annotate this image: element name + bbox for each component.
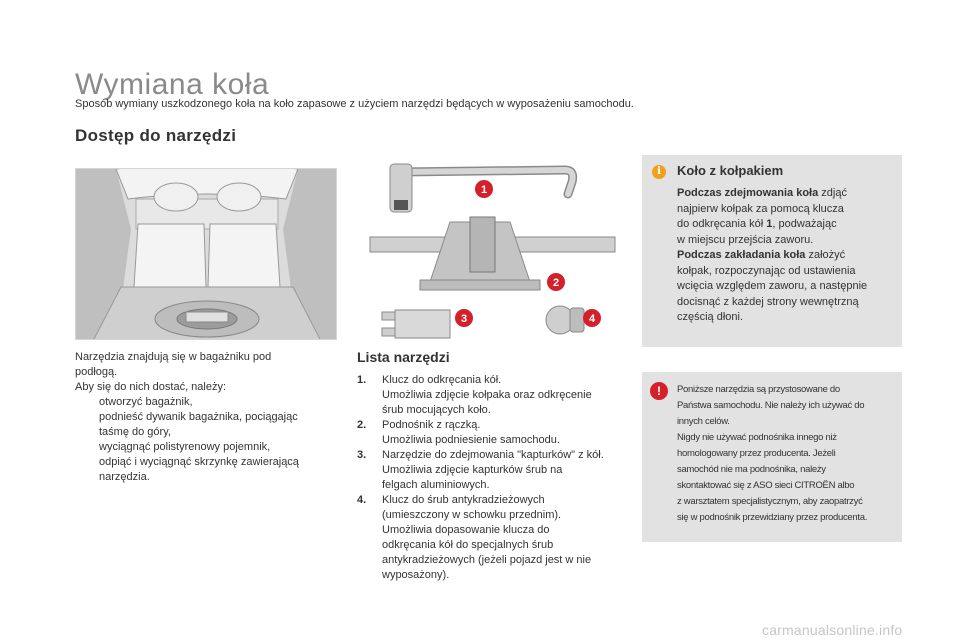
info-line: docisnąć z każdej strony wewnętrzną xyxy=(677,295,859,308)
list-item-line: Umożliwia podniesienie samochodu. xyxy=(382,434,560,446)
info-text: , podważając xyxy=(772,218,837,230)
list-item-line: felgach aluminiowych. xyxy=(382,479,490,491)
info-text: założyć xyxy=(805,249,846,261)
tools-list-heading: Lista narzędzi xyxy=(357,349,450,365)
info-text: zdjąć xyxy=(818,187,847,199)
info-box xyxy=(642,155,902,347)
list-item-number: 3. xyxy=(357,449,367,461)
warning-line: z warsztatem specjalistycznym, aby zaopatrzyć xyxy=(677,496,863,507)
callout-3: 3 xyxy=(460,313,468,325)
warning-body xyxy=(677,382,899,526)
warning-line: innych celów. xyxy=(677,416,730,427)
info-line: wcięcia względem zaworu, a następnie xyxy=(677,280,868,292)
info-title: Koło z kołpakiem xyxy=(677,163,784,178)
info-bold: 1 xyxy=(766,218,773,230)
warning-line: skontaktować się z ASO sieci CITROËN albo xyxy=(677,480,855,491)
page-title: Wymiana koła xyxy=(75,68,270,101)
bullet-text: odpiąć i wyciągnąć skrzynkę zawierającą xyxy=(99,456,299,468)
callout-2: 2 xyxy=(552,277,560,289)
info-line xyxy=(677,186,892,202)
list-item-line: antykradzieżowych (jeżeli pojazd jest w nie xyxy=(382,554,592,566)
section-heading: Dostęp do narzędzi xyxy=(75,126,237,145)
intro-line: Narzędzia znajdują się w bagażniku pod xyxy=(75,351,272,363)
bullet-text: otworzyć bagażnik, xyxy=(99,396,193,408)
list-item-number: 2. xyxy=(357,419,367,431)
trunk-illustration xyxy=(76,169,337,340)
tools-list xyxy=(357,373,627,583)
bullet-item xyxy=(75,410,335,425)
warning-line: Poniższe narzędzia są przystosowane do xyxy=(677,384,840,395)
info-line: w miejscu przejścia zaworu. xyxy=(677,233,814,246)
list-item-line: Umożliwia zdjęcie kapturków śrub na xyxy=(382,464,563,476)
warning-line: się w podnośnik przewidziany przez producenta. xyxy=(677,512,868,523)
info-line xyxy=(677,217,892,233)
list-item-line: (umieszczony w schowku przednim). xyxy=(382,509,562,521)
list-item-line: Umożliwia zdjęcie kołpaka oraz odkręcenie xyxy=(382,389,592,401)
info-bold: Podczas zakładania koła xyxy=(677,249,806,261)
list-item-line: śrub mocujących koło. xyxy=(382,404,491,416)
trunk-photo xyxy=(75,168,337,340)
callout-1: 1 xyxy=(480,184,488,196)
list-item-line: Podnośnik z rączką. xyxy=(382,419,481,431)
warning-line: homologowany przez producenta. Jeżeli xyxy=(677,448,836,459)
bullet-text: wyciągnąć polistyrenowy pojemnik, xyxy=(99,441,271,453)
bullet-item xyxy=(75,440,335,455)
bullet-text: taśmę do góry, xyxy=(99,426,171,438)
list-item-line: odkręcania kół do specjalnych śrub xyxy=(382,539,554,551)
bullet-text: narzędzia. xyxy=(99,471,150,483)
anti-theft-key-icon xyxy=(546,306,584,334)
intro-line: Aby się do nich dostać, należy: xyxy=(75,381,227,393)
warning-box xyxy=(642,372,902,542)
jack-icon xyxy=(370,217,615,290)
warning-line: Państwa samochodu. Nie należy ich używać do xyxy=(677,400,865,411)
info-bold: Podczas zdejmowania koła xyxy=(677,187,819,199)
list-item-number: 4. xyxy=(357,494,367,506)
warning-line: samochód nie ma podnośnika, należy xyxy=(677,464,826,475)
intro-text xyxy=(75,350,335,485)
info-line: częścią dłoni. xyxy=(677,311,744,323)
warning-icon: ! xyxy=(650,382,668,400)
warning-line: Nigdy nie używać podnośnika innego niż xyxy=(677,432,837,443)
list-item-line: Klucz do odkręcania kół. xyxy=(382,374,502,386)
info-line: najpierw kołpak za pomocą klucza xyxy=(677,202,844,215)
callout-4: 4 xyxy=(588,313,596,325)
bullet-text: podnieść dywanik bagażnika, pociągając xyxy=(99,411,298,423)
list-item-line: wyposażony). xyxy=(382,569,450,581)
watermark: carmanualsonline.info xyxy=(762,622,903,638)
list-item xyxy=(357,373,627,418)
cap-removal-tool-icon xyxy=(382,310,450,338)
list-item-line: Klucz do śrub antykradzieżowych xyxy=(382,494,545,506)
info-icon: i xyxy=(652,165,666,179)
list-item-line: Narzędzie do zdejmowania "kapturków" z kół. xyxy=(382,449,604,461)
list-item xyxy=(357,418,627,448)
info-line xyxy=(677,248,892,264)
bullet-item xyxy=(75,395,335,410)
list-item-number: 1. xyxy=(357,374,367,386)
page-subtitle: Sposób wymiany uszkodzonego koła na koło zapasowe z użyciem narzędzi będących w wyposażeniu samochodu. xyxy=(75,98,634,110)
info-line: kołpak, rozpoczynając od ustawienia xyxy=(677,264,856,277)
list-item xyxy=(357,448,627,493)
info-text: do odkręcania kół xyxy=(677,218,767,230)
list-item xyxy=(357,493,627,583)
bullet-continuation xyxy=(75,425,335,440)
tools-figure xyxy=(360,152,625,342)
list-item-line: Umożliwia dopasowanie klucza do xyxy=(382,524,550,536)
tools-illustration xyxy=(360,152,625,342)
intro-line: podłogą. xyxy=(75,366,118,378)
bullet-continuation xyxy=(75,470,335,485)
bullet-item xyxy=(75,455,335,470)
info-body xyxy=(677,186,892,326)
